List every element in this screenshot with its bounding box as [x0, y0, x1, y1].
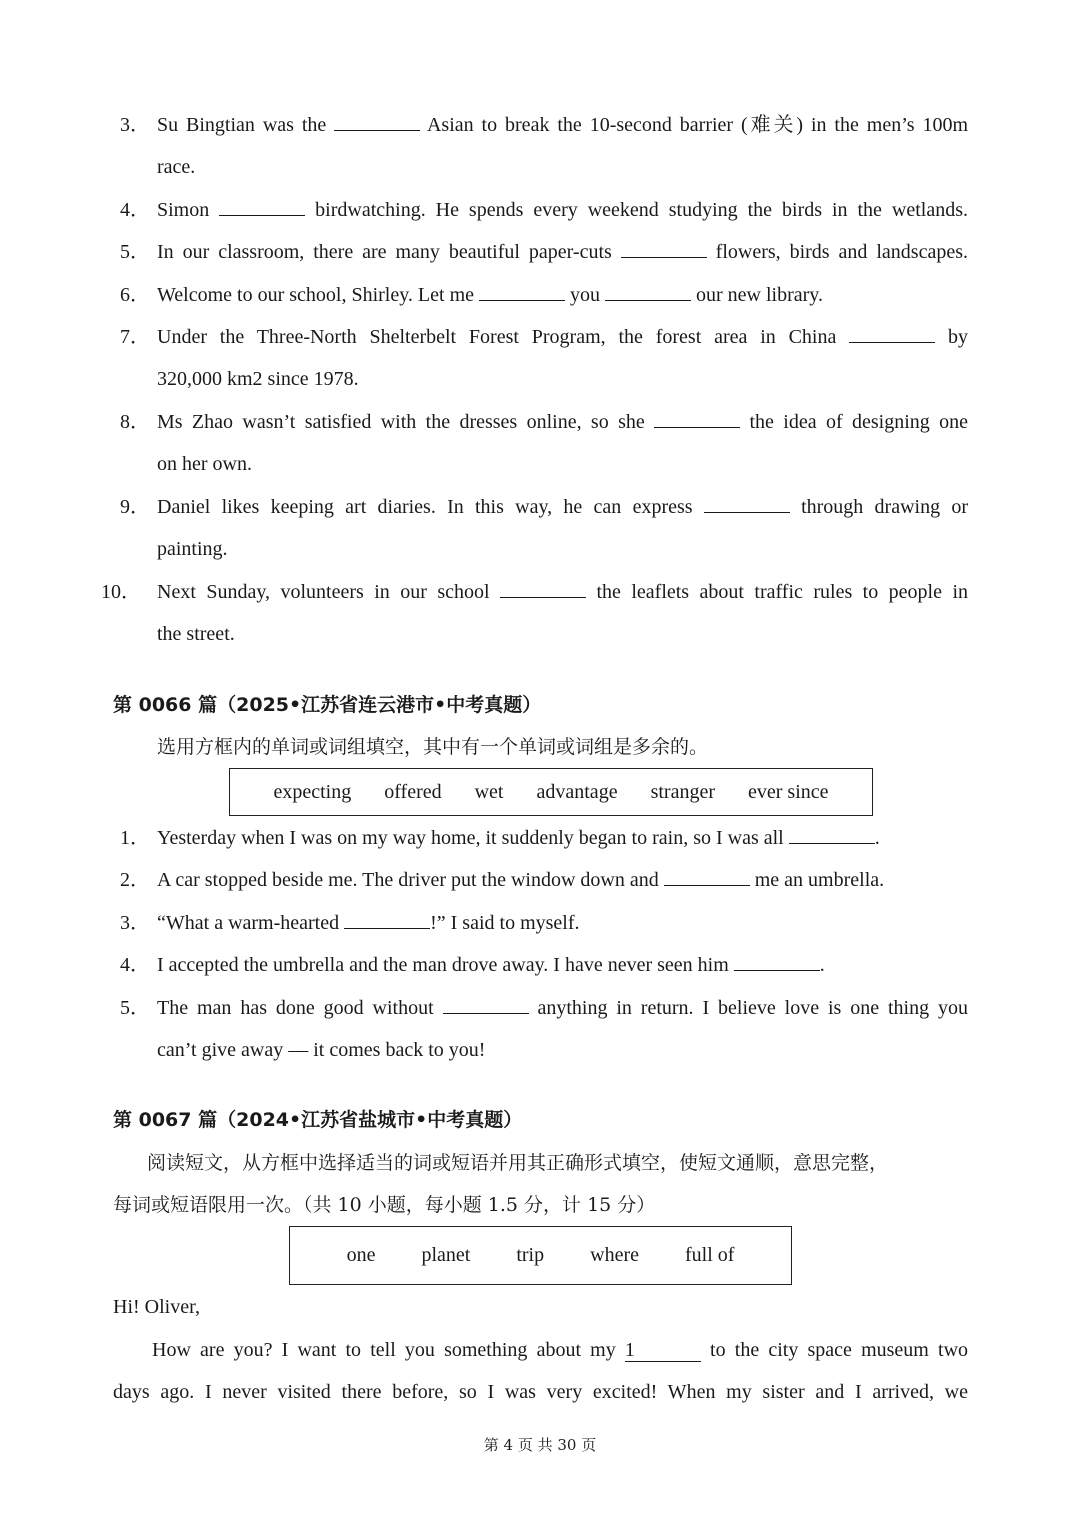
word-bank-item: expecting: [273, 780, 352, 803]
word-bank-item: full of: [684, 1244, 735, 1266]
section-instruction-line2: 每词或短语限用一次。（共 10 小题，每小题 1.5 分，计 15 分）: [113, 1194, 656, 1216]
word-bank-item: ever since: [748, 780, 829, 803]
question-number: 3．: [120, 114, 150, 136]
answer-blank[interactable]: [500, 579, 586, 598]
question-number: 10．: [101, 581, 141, 603]
question-number: 4．: [120, 199, 150, 221]
word-bank-item: where: [590, 1244, 639, 1266]
word-bank-item: offered: [384, 780, 442, 803]
answer-blank[interactable]: [219, 197, 305, 216]
section-heading-0067: 第 0067 篇（2024•江苏省盐城市•中考真题）: [113, 1109, 523, 1131]
question-number: 3．: [120, 912, 150, 934]
question-number: 5．: [120, 997, 150, 1019]
question-number: 4．: [120, 954, 150, 976]
word-bank-box: [289, 1226, 792, 1285]
page-footer: 第 4 页 共 30 页: [483, 1436, 597, 1454]
question-text: Su Bingtian was the Asian to break the 10-second barrier (难关) in the men’s 100m: [157, 114, 969, 136]
answer-blank[interactable]: [344, 910, 430, 929]
word-bank-item: wet: [474, 780, 504, 803]
word-bank-item: advantage: [536, 780, 618, 803]
answer-blank[interactable]: [664, 867, 750, 886]
letter-paragraph-line2: days ago. I never visited there before, so I was very excited! When my sister and I arrived, we: [113, 1381, 968, 1403]
word-bank-item: planet: [421, 1244, 471, 1266]
question-number: 1．: [120, 827, 150, 849]
question-number: 7．: [120, 326, 150, 348]
answer-blank[interactable]: [334, 112, 420, 131]
section-instruction: 选用方框内的单词或词组填空，其中有一个单词或词组是多余的。: [157, 736, 709, 758]
word-bank-box: [229, 768, 873, 816]
question-number: 8．: [120, 411, 150, 433]
answer-blank[interactable]: [605, 282, 691, 301]
section-instruction-line1: 阅读短文，从方框中选择适当的词或短语并用其正确形式填空，使短文通顺，意思完整，: [147, 1152, 889, 1174]
question-number: 9．: [120, 496, 150, 518]
answer-blank[interactable]: [734, 952, 820, 971]
answer-blank[interactable]: [789, 825, 875, 844]
exam-page: 3． Su Bingtian was the Asian to break the 10-second barrier (难关) in the men’s 100m race. 4． Simon birdwatching. He spends every weekend studying the birds in the wetlands. 5． In our classroom, there are many beautiful paper-cuts flowers, birds and landscapes. 6． Welcome to our school, Shirley. Let me you our new library. 7． Under the Three-North Shelterbelt Forest Program, the forest area in China by 320,000 km2 since 1978. 8． Ms Zhao wasn’t satisfied with the dresses online, so she the idea of designing one on her own. 9． Daniel likes keeping art diaries. In this way, he can express through drawing or painting. 10． Next Sunday, volunteers in our school the leaflets about traffic rules to people in the street. 第 0066 篇（2025•江苏省连云港市•中考真题） 选用方框内的单词或词组填空，其中有一个单词或词组是多余的。 expecting offered wet advantage stranger ever since 1． Yesterday when I was on my way home, it suddenly began to rain, so I was all . 2． A car stopped beside me. The driver put the window down and me an umbrella. 3． “What a warm-hearted !” I said to myself. 4． I accepted the umbrella and the man drove away. I have never seen him . 5． The man has done good without anything in return. I believe love is one thing you can’t give away — it comes back to you! 第 0067 篇（2024•江苏省盐城市•中考真题） 阅读短文，从方框中选择适当的词或短语并用其正确形式填空，使短文通顺，意思完整， 每词或短语限用一次。（共 10 小题，每小题 1.5 分，计 15 分） one planet trip where full of Hi! Oliver, How are you? I want to tell you something about my 1 to the city space museum two days ago. I never visited there before, so I was very excited! When my sister and I arrived, we 第 4 页 共 30 页: [0, 0, 1080, 1527]
question-number: 2．: [120, 869, 150, 891]
word-bank-item: trip: [516, 1244, 545, 1266]
question-number: 5．: [120, 241, 150, 263]
word-bank-item: stranger: [650, 780, 715, 803]
word-bank-item: one: [346, 1244, 376, 1266]
answer-blank[interactable]: [621, 239, 707, 258]
section-heading-0066: 第 0066 篇（2025•江苏省连云港市•中考真题）: [113, 694, 542, 716]
question-number: 6．: [120, 284, 150, 306]
answer-blank[interactable]: [654, 409, 740, 428]
answer-blank[interactable]: [479, 282, 565, 301]
answer-blank[interactable]: [849, 324, 935, 343]
letter-greeting: Hi! Oliver,: [113, 1296, 200, 1318]
answer-blank[interactable]: [443, 995, 529, 1014]
answer-blank[interactable]: [704, 494, 790, 513]
letter-paragraph-line1: How are you? I want to tell you something about my 1 to the city space museum two: [152, 1339, 969, 1361]
answer-blank-1[interactable]: 1: [625, 1339, 701, 1362]
